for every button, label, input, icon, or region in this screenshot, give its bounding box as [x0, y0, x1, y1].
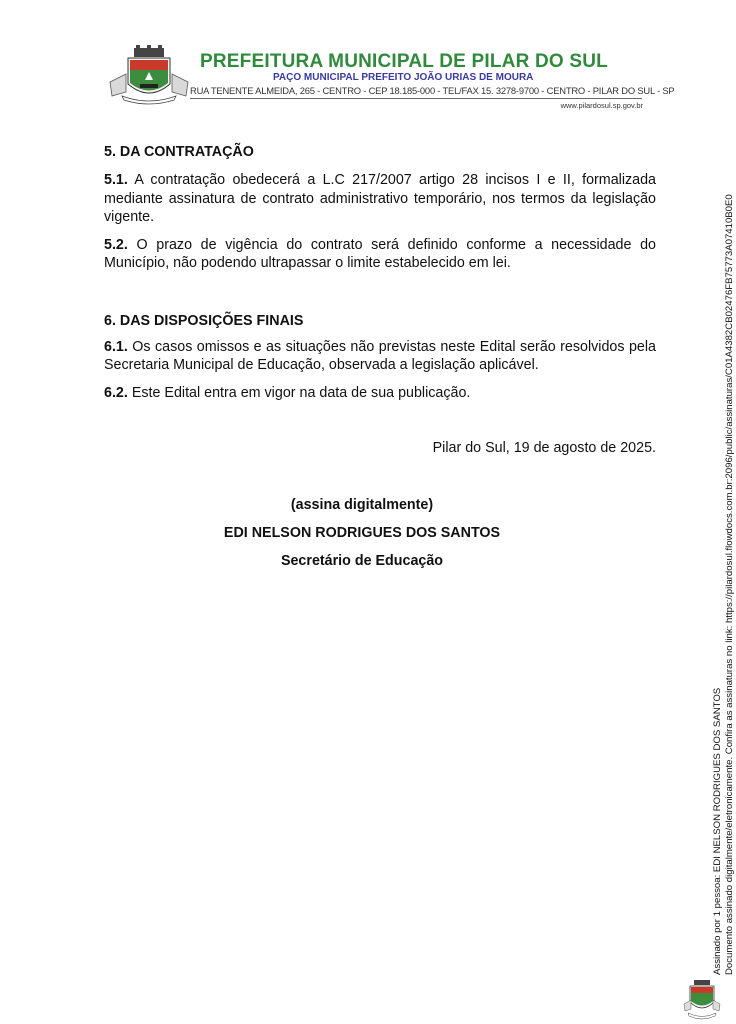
date-line: Pilar do Sul, 19 de agosto de 2025.	[432, 440, 656, 456]
header-subtitle: PAÇO MUNICIPAL PREFEITO JOÃO URIAS DE MOURA	[273, 72, 534, 83]
paragraph-text: O prazo de vigência do contrato será definido conforme a necessidade do Município, não podendo ultrapassar o limite estabelecido em lei.	[104, 236, 656, 271]
signature-notice-line-1: Assinado por 1 pessoa: EDI NELSON RODRIGUES DOS SANTOS	[712, 687, 723, 975]
header-title: PREFEITURA MUNICIPAL DE PILAR DO SUL	[200, 51, 608, 72]
signatory-name: EDI NELSON RODRIGUES DOS SANTOS	[223, 525, 501, 541]
signatory-role: Secretário de Educação	[280, 553, 444, 569]
section-5-heading: 5. DA CONTRATAÇÃO	[104, 144, 254, 160]
signature-note: (assina digitalmente)	[290, 497, 434, 513]
paragraph-6-2	[104, 384, 656, 403]
section-6-heading: 6. DAS DISPOSIÇÕES FINAIS	[104, 312, 304, 329]
municipal-seal-icon	[683, 978, 721, 1020]
paragraph-number: 6.2.	[104, 384, 128, 401]
paragraph-number: 6.1.	[104, 338, 128, 355]
digital-signature-notice	[712, 194, 736, 975]
document-body	[104, 142, 656, 402]
paragraph-number: 5.1.	[104, 172, 128, 188]
letterhead	[108, 44, 675, 110]
paragraph-text: A contratação obedecerá a L.C 217/2007 artigo 28 incisos I e II, formalizada mediante assinatura de contrato administrativo temporário, nos termos da legislação vigente.	[104, 172, 656, 225]
paragraph-5-1	[104, 171, 656, 227]
paragraph-text: Este Edital entra em vigor na data de sua publicação.	[127, 384, 471, 401]
paragraph-text: Os casos omissos e as situações não previstas neste Edital serão resolvidos pela Secretaria Municipal de Educação, observada a legislação aplicável.	[104, 338, 656, 373]
header-divider	[190, 98, 642, 99]
signature-notice-line-2: Documento assinado digitalmente/eletronicamente. Confira as assinaturas no link: https://pilardosul.flowdocs.com.br:2096/public/assinaturas/C01A4382CB02476FB75773A07410B0E0	[724, 194, 735, 975]
coat-of-arms-icon	[108, 44, 190, 104]
paragraph-number: 5.2.	[104, 236, 128, 253]
header-address: RUA TENENTE ALMEIDA, 265 - CENTRO - CEP 18.185-000 - TEL/FAX 15. 3278-9700 - CENTRO - PILAR DO SUL - SP	[190, 85, 675, 96]
paragraph-6-1	[104, 338, 656, 375]
paragraph-5-2	[104, 236, 656, 273]
header-website: www.pilardosul.sp.gov.br	[560, 101, 643, 110]
